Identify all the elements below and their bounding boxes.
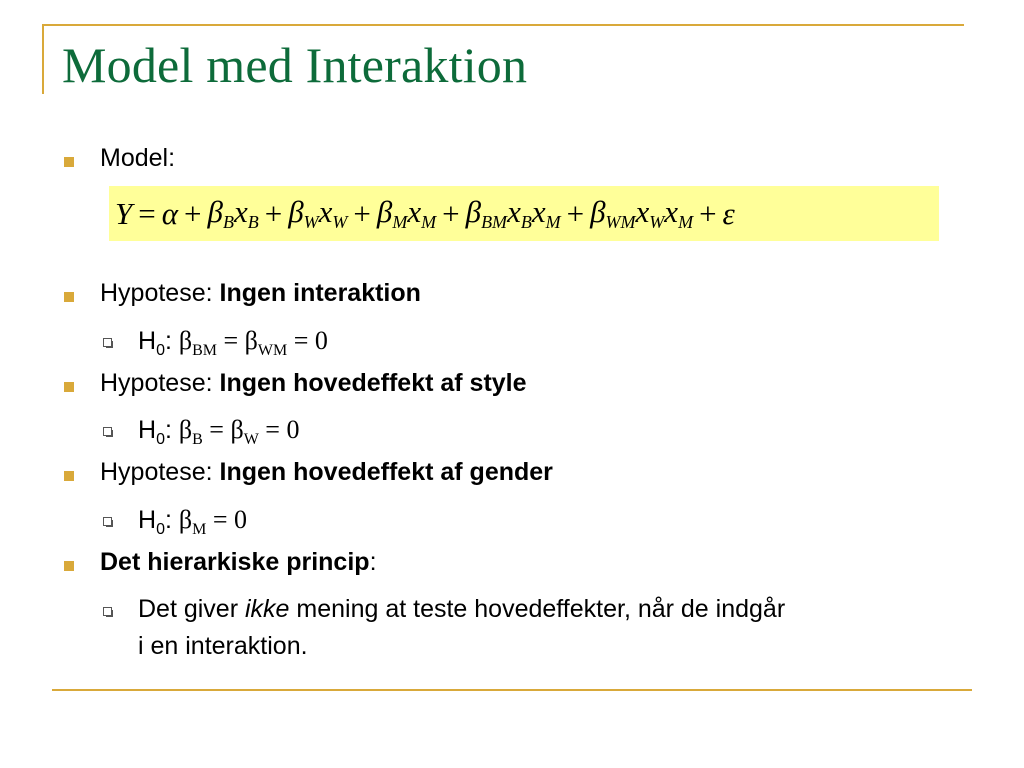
hypothesis-prefix: Hypotese: (100, 458, 220, 486)
principle-text-line2: i en interaktion. (138, 632, 308, 660)
hypothesis-emphasis: Ingen hovedeffekt af gender (219, 458, 553, 486)
hypothesis-emphasis: Ingen hovedeffekt af style (219, 369, 527, 397)
h0-equation: $\beta_B = \beta_W = 0$ (178, 415, 300, 448)
hypothesis-2 (100, 369, 527, 398)
frame-left-line (42, 24, 44, 94)
bullet-square-icon (64, 471, 74, 481)
hollow-square-bullet-icon (103, 427, 112, 436)
model-label: Model: (100, 144, 176, 172)
slide-title: Model med Interaktion (62, 37, 528, 93)
hypothesis-prefix: Hypotese: (100, 369, 220, 397)
hypothesis-emphasis: Ingen interaktion (219, 279, 421, 307)
hypothesis-prefix: Hypotese: (100, 279, 220, 307)
h0-statement-3: $H_0$: $\beta_M = 0$ (138, 505, 248, 538)
h0-equation: $\beta_M = 0$ (178, 505, 248, 538)
bullet-square-icon (64, 561, 74, 571)
bullet-square-icon (64, 382, 74, 392)
bullet-square-icon (64, 157, 74, 167)
h0-equation: $\beta_{BM} = \beta_{WM} = 0$ (178, 326, 328, 359)
principle-heading: Det hierarkiske princip: (100, 548, 377, 576)
h0-statement-1: $H_0$: $\beta_{BM} = \beta_{WM} = 0$ (138, 326, 328, 359)
bullet-square-icon (64, 292, 74, 302)
hollow-square-bullet-icon (103, 517, 112, 526)
principle-text-line1: Det giver ikke mening at teste hovedeffekter, når de indgår (138, 595, 786, 623)
frame-bottom-line (52, 689, 972, 691)
hollow-square-bullet-icon (103, 338, 112, 347)
model-formula: Y = α + $\beta_Bx_B$ + $\beta_Wx_W$ + $\beta_Mx_M$ + $\beta_{BM}x_Bx_M$ + $\beta_{WM}x_Wx_M$ + ε (109, 186, 939, 241)
h0-statement-2: $H_0$: $\beta_B = \beta_W = 0$ (138, 415, 300, 448)
frame-top-line (42, 24, 964, 26)
hypothesis-3 (100, 458, 553, 487)
hollow-square-bullet-icon (103, 607, 112, 616)
hypothesis-1 (100, 279, 421, 308)
